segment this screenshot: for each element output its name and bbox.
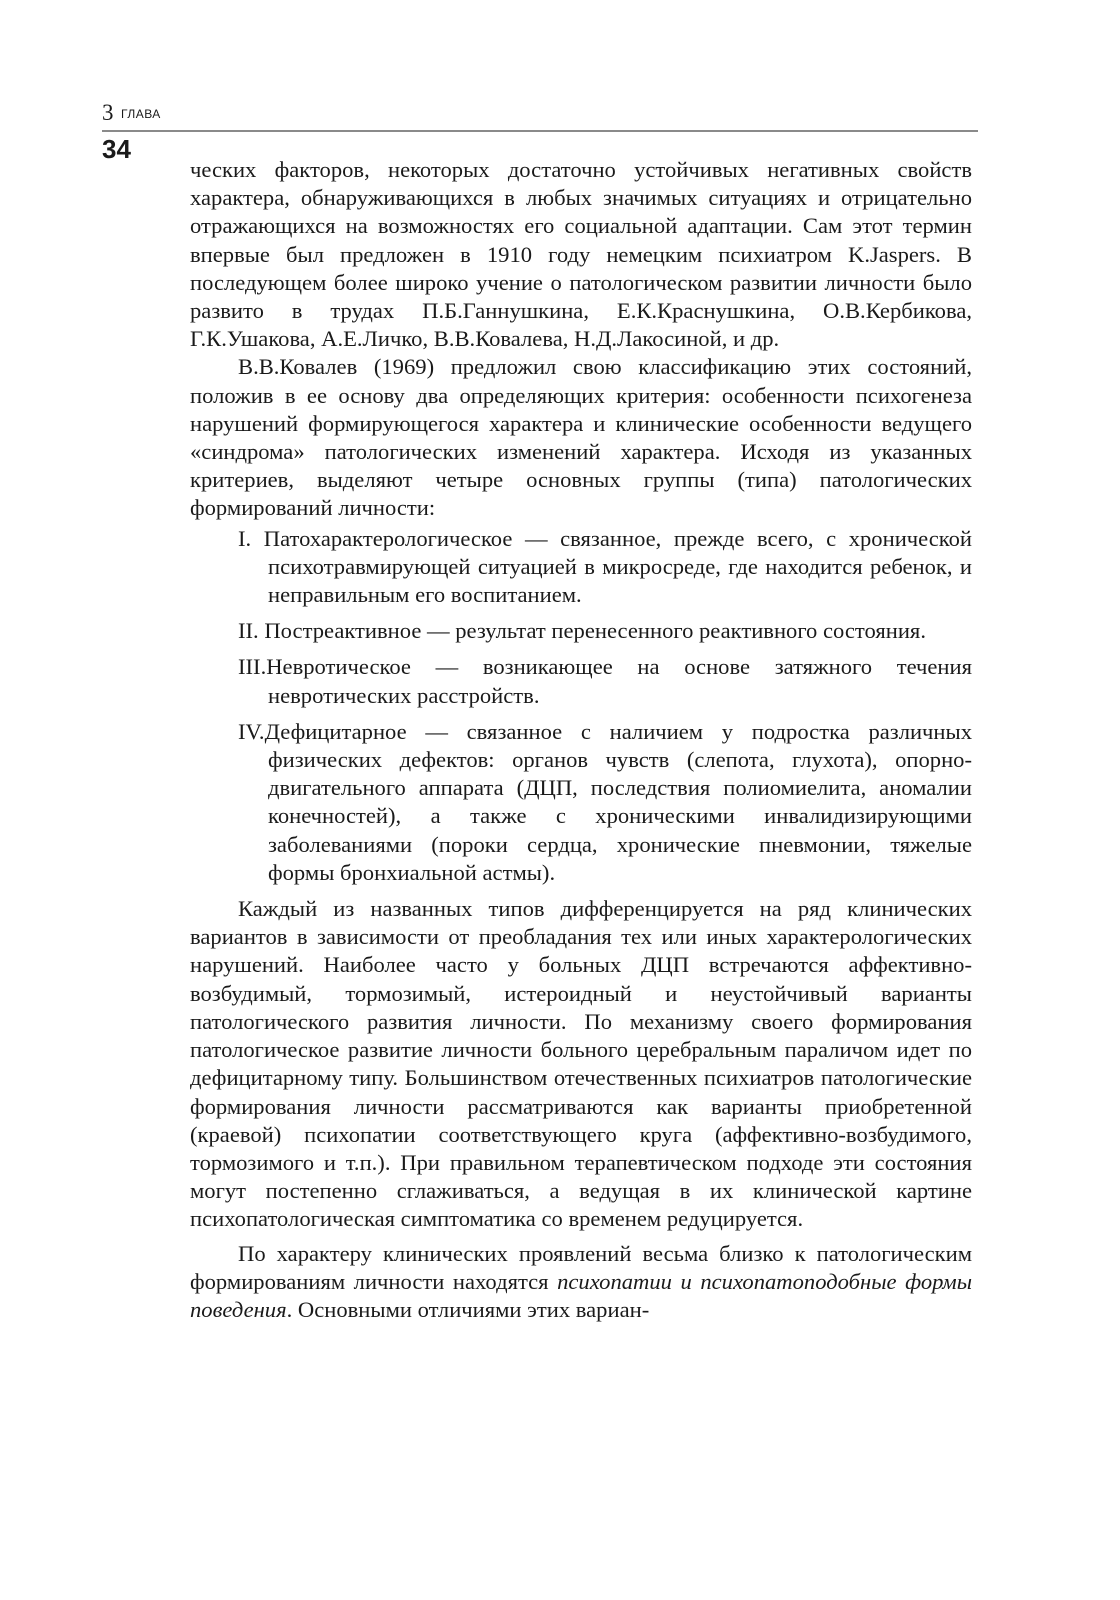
italic-term: психопатии и психопатоподобные формы поведения [190, 1268, 973, 1322]
paragraph-4-start: По характеру клинических проявлений весьма близко к патологическим формированиям личности находятся [190, 1240, 972, 1294]
paragraph-4-end: . Основными отличиями этих вариан- [286, 1296, 650, 1322]
list-item-text: Постреактивное — результат перенесенного реактивного состояния. [264, 618, 926, 644]
paragraph-4 [190, 1240, 972, 1325]
chapter-number: 3 [102, 100, 114, 125]
list-item-text: Дефицитарное — связанное с наличием у подростка различных физических дефектов: органов чувств (слепота, глухота), опорно-двигательного аппарата (ДЦП, последствия полиомиелита, аномалии конечностей), а также с хроническими инвалидизирующими заболеваниями (пороки сердца, хронические пневмонии, тяжелые формы бронхиальной астмы). [264, 718, 972, 885]
list-item-number: IV. [238, 718, 265, 744]
list-item-text: Патохарактерологическое — связанное, прежде всего, с хронической психотравмирующей ситуацией в микросреде, где находится ребенок, и неправильным его воспитанием. [263, 525, 972, 608]
list-item [238, 653, 972, 709]
list-item-number: III. [238, 654, 267, 680]
chapter-label: ГЛАВА [121, 107, 161, 121]
page-number: 34 [102, 134, 131, 164]
paragraph-1: ческих факторов, некоторых достаточно устойчивых негативных свойств характера, обнаруживающихся в любых значимых ситуациях и отрицательно отражающихся на возможностях его социальной адаптации. Сам этот термин впервые был предложен в 1910 году немецким психиатром K.Jaspers. В последующем более широко учение о патологическом развитии личности было развито в трудах П.Б.Ганнушкина, Е.К.Краснушкина, О.В.Кербикова, Г.К.Ушакова, А.Е.Личко, В.В.Ковалева, Н.Д.Лакосиной, и др. [190, 157, 972, 352]
list-item-number: II. [238, 618, 265, 644]
list-item-text: Невротическое — возникающее на основе затяжного течения невротических расстройств. [266, 654, 972, 708]
list-item [238, 525, 972, 610]
paragraph-2: В.В.Ковалев (1969) предложил свою классификацию этих состояний, положив в ее основу два определяющих критерия: особенности психогенеза нарушений формирующегося характера и клинические особенности ведущего «синдрома» патологических изменений характера. Исходя из указанных критериев, выделяют четыре основных группы (типа) патологических формирований личности: [190, 354, 972, 521]
paragraph-3: Каждый из названных типов дифференцируется на ряд клинических вариантов в зависимости от преобладания тех или иных характерологических нарушений. Наиболее часто у больных ДЦП встречаются аффективно-возбудимый, тормозимый, истероидный и неустойчивый варианты патологического развития личности. По механизму своего формирования патологическое развитие личности больного церебральным параличом идет по дефицитарному типу. Большинством отечественных психиатров патологические формирования личности рассматриваются как варианты приобретенной (краевой) психопатии соответствующего круга (аффективно-возбудимого, тормозимого и т.п.). При правильном терапевтическом подходе эти состояния могут постепенно сглаживаться, а ведущая в их клинической картине психопатологическая симптоматика со временем редуцируется. [190, 896, 972, 1232]
list-item [238, 617, 972, 645]
main-text [190, 156, 972, 1324]
list-item [238, 718, 972, 887]
classification-list [238, 525, 972, 887]
list-item-number: I. [238, 525, 264, 551]
running-head [102, 100, 978, 132]
